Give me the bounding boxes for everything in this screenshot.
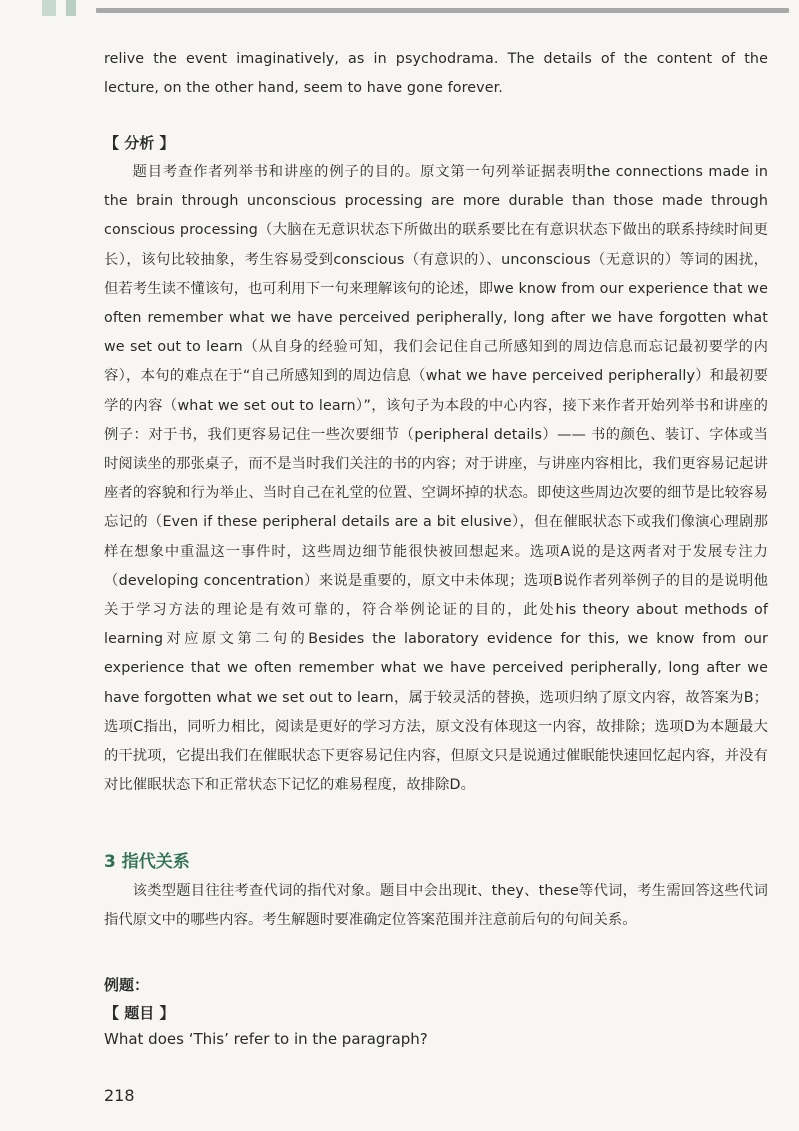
example-block (104, 974, 768, 1048)
analysis-block (104, 132, 768, 800)
question-text: What does ‘This’ refer to in the paragraph? (104, 1030, 428, 1048)
intro-block (104, 45, 768, 103)
section-title: 3 指代关系 (104, 852, 190, 872)
header-tab-mark (42, 0, 56, 16)
intro-paragraph: relive the event imaginatively, as in psychodrama. The details of the content of the lecture, on the other hand, seem to have gone forever. (104, 51, 768, 97)
section-paragraph: 该类型题目往往考查代词的指代对象。题目中会出现it、they、these等代词，考生需回答这些代词指代原文中的哪些内容。考生解题时要准确定位答案范围并注意前后句的句间关系。 (104, 883, 768, 929)
section-block (104, 847, 768, 935)
header-tab-mark (66, 0, 76, 16)
example-label: 例题： (104, 976, 150, 994)
analysis-paragraph: 题目考查作者列举书和讲座的例子的目的。原文第一句列举证据表明the connections made in the brain through unconscious processing are more durable than those made through conscious processing（大脑在无意识状态下所做出的联系要比在有意识状态下做出的联系持续时间更长），该句比较抽象，考生容易受到conscious（有意识的）、unconscious（无意识的）等词的困扰，但若考生读不懂该句，也可利用下一句来理解该句的论述，即we know from our experience that we often remember what we have perceived peripherally, long after we have forgotten what we set out to learn（从自身的经验可知，我们会记住自己所感知到的周边信息而忘记最初要学的内容），本句的难点在于“自己所感知到的周边信息（what we have perceived peripherally）和最初要学的内容（what we set out to learn）”，该句子为本段的中心内容，接下来作者开始列举书和讲座的例子：对于书，我们更容易记住一些次要细节（peripheral details）—— 书的颜色、装订、字体或当时阅读坐的那张桌子，而不是当时我们关注的书的内容；对于讲座，与讲座内容相比，我们更容易记起讲座者的容貌和行为举止、当时自己在礼堂的位置、空调坏掉的状态。即使这些周边次要的细节是比较容易忘记的（Even if these peripheral details are a bit elusive），但在催眠状态下或我们像演心理剧那样在想象中重温这一事件时，这些周边细节能很快被回想起来。选项A说的是这两者对于发展专注力（developing concentration）来说是重要的，原文中未体现；选项B说作者列举例子的目的是说明他关于学习方法的理论是有效可靠的，符合举例论证的目的，此处his theory about methods of learning对应原文第二句的Besides the laboratory evidence for this, we know from our experience that we often remember what we have perceived peripherally, long after we have forgotten what we set out to learn，属于较灵活的替换，选项归纳了原文内容，故答案为B；选项C指出，同听力相比，阅读是更好的学习方法，原文没有体现这一内容，故排除；选项D为本题最大的干扰项，它提出我们在催眠状态下更容易记住内容，但原文只是说通过催眠能快速回忆起内容，并没有对比催眠状态下和正常状态下记忆的难易程度，故排除D。 (104, 164, 768, 794)
page-number: 218 (104, 1086, 135, 1105)
question-label: 【 题目 】 (104, 1004, 175, 1022)
header-rule (96, 8, 789, 13)
analysis-label: 【 分析 】 (104, 134, 175, 152)
